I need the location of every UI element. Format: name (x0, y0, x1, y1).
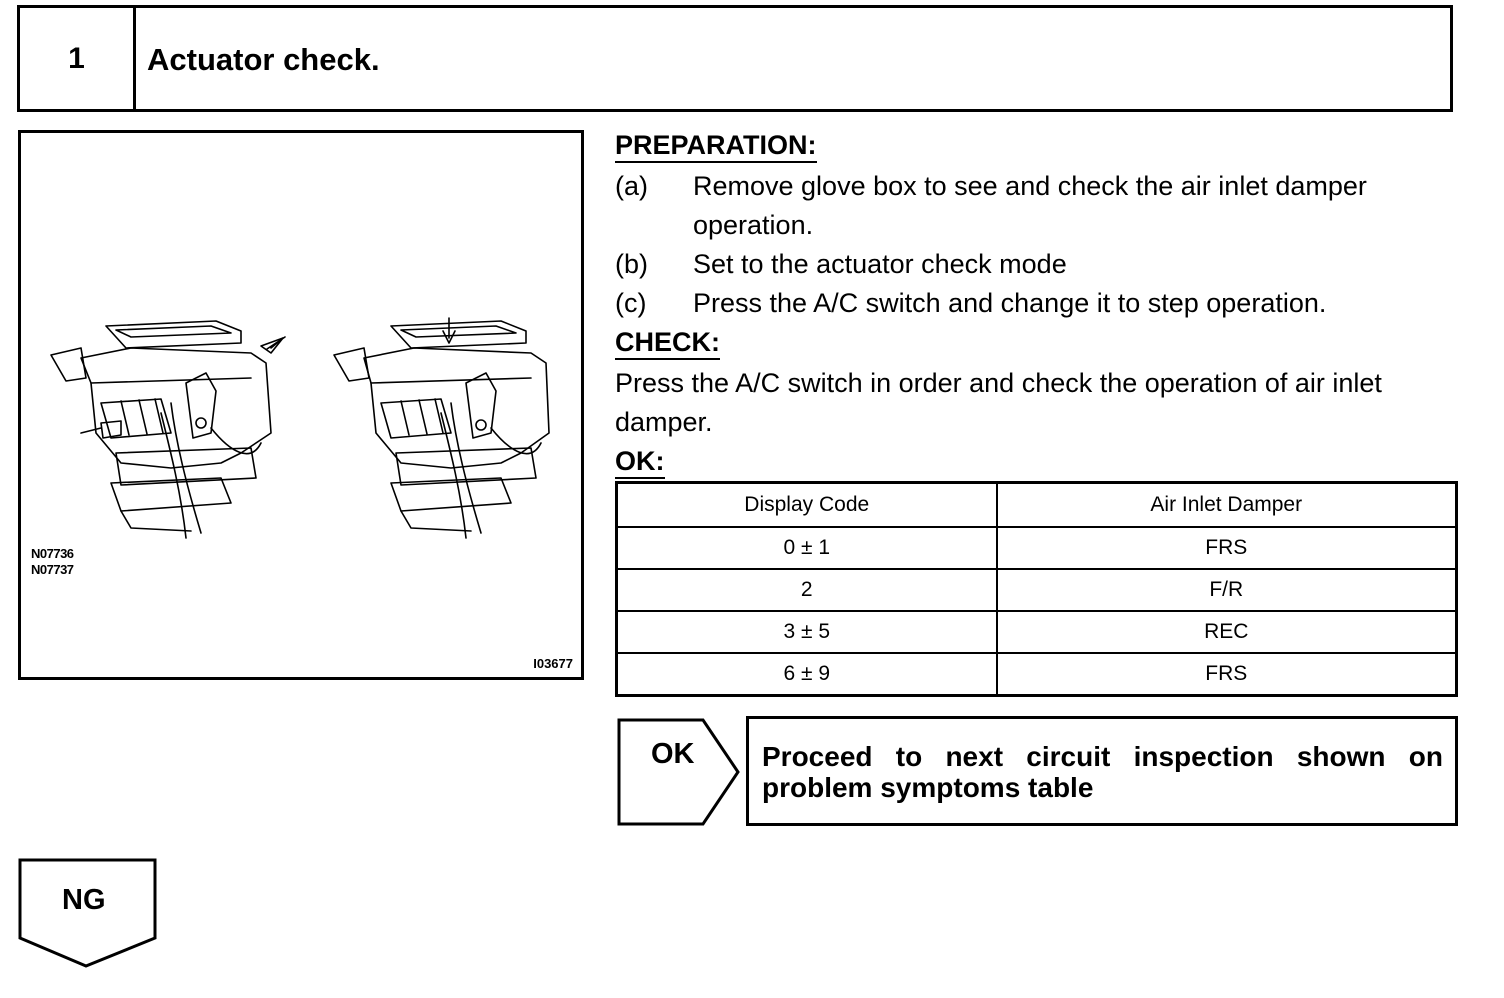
step-title: Actuator check. (147, 42, 380, 77)
display-code-cell: 6 ± 9 (617, 653, 997, 696)
column-header: Air Inlet Damper (997, 483, 1457, 528)
prep-step-text: Press the A/C switch and change it to step operation. (693, 288, 1327, 318)
preparation-heading: PREPARATION: (615, 130, 817, 163)
table-header-row (617, 483, 1457, 528)
ok-arrow-icon (617, 718, 741, 828)
column-header: Display Code (617, 483, 997, 528)
illustration-figure (18, 130, 584, 680)
damper-cell: F/R (997, 569, 1457, 611)
figure-id: I03677 (533, 656, 573, 671)
step-number: 1 (20, 8, 136, 109)
display-code-cell: 3 ± 5 (617, 611, 997, 653)
check-text: Press the A/C switch in order and check the operation of air inlet damper. (615, 368, 1382, 437)
figure-ref-codes (31, 546, 74, 578)
figure-ref-code: N07737 (31, 562, 74, 577)
damper-cell: FRS (997, 527, 1457, 569)
prep-step-label: (c) (615, 288, 647, 318)
ok-result-box: Proceed to next circuit inspection shown on problem symptoms table (746, 716, 1458, 826)
ok-result-label: OK (651, 738, 695, 770)
prep-step (615, 167, 1465, 245)
prep-step-label: (b) (615, 249, 648, 279)
damper-cell: REC (997, 611, 1457, 653)
table-row (617, 653, 1457, 696)
prep-step-label: (a) (615, 171, 648, 201)
prep-step (615, 245, 1465, 284)
prep-step-text: Set to the actuator check mode (693, 249, 1067, 279)
prep-step (615, 284, 1465, 323)
ok-heading: OK: (615, 446, 665, 479)
display-code-cell: 2 (617, 569, 997, 611)
procedure-text (615, 126, 1465, 483)
ng-result-label: NG (62, 884, 106, 916)
step-header (17, 5, 1453, 112)
display-code-cell: 0 ± 1 (617, 527, 997, 569)
check-heading: CHECK: (615, 327, 720, 360)
ok-criteria-table (615, 481, 1458, 697)
hvac-unit-illustration-icon (21, 133, 581, 677)
hvac-unit-left-icon (51, 321, 285, 538)
hvac-unit-right-icon (334, 318, 549, 538)
table-row (617, 527, 1457, 569)
prep-step-text: Remove glove box to see and check the air inlet damper operation. (693, 171, 1367, 240)
table-row (617, 569, 1457, 611)
figure-ref-code: N07736 (31, 546, 74, 561)
table-row (617, 611, 1457, 653)
damper-cell: FRS (997, 653, 1457, 696)
